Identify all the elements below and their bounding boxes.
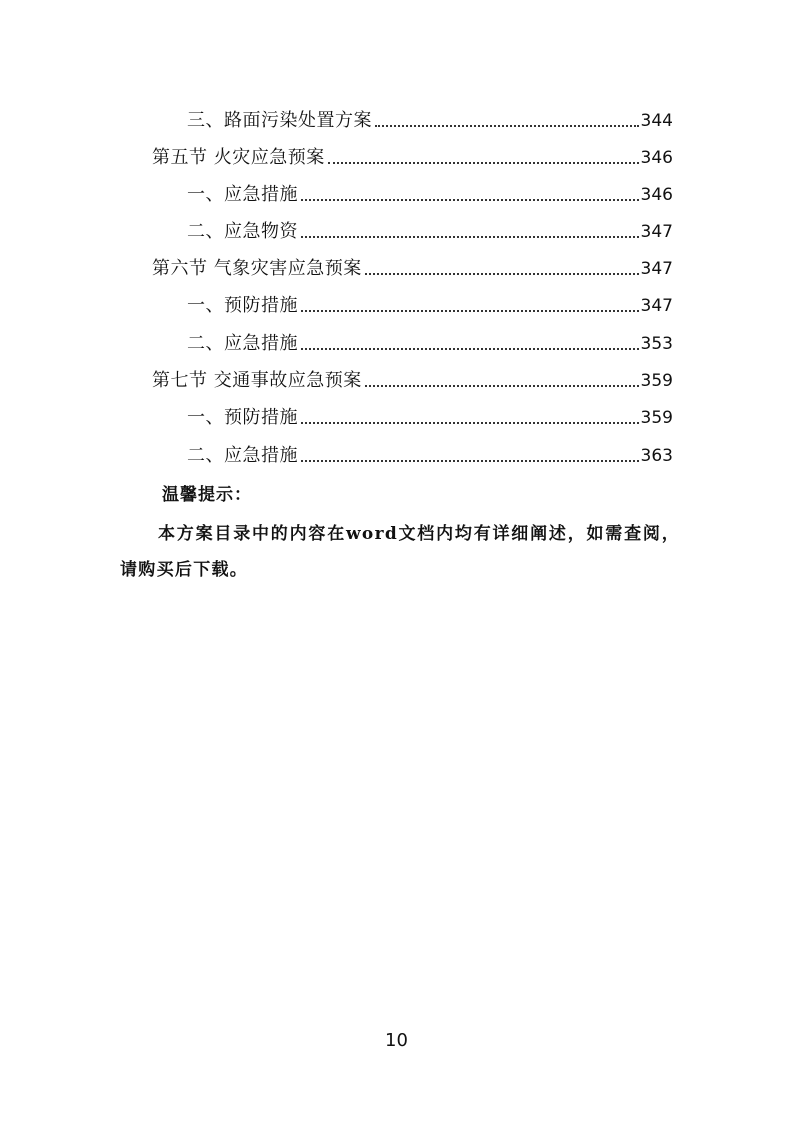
toc-entry[interactable]: [187, 217, 673, 243]
toc-entry-page: 353: [640, 334, 673, 354]
toc-entry-label: 第七节 交通事故应急预案: [152, 370, 362, 391]
toc-entry[interactable]: [187, 291, 673, 317]
tip-body: 本方案目录中的内容在word文档内均有详细阐述，如需查阅，请购买后下载。: [120, 524, 680, 580]
toc-leader-dots: [375, 124, 639, 127]
toc-entry-page: 344: [640, 111, 673, 131]
toc-entry-page: 347: [640, 296, 673, 316]
toc-entry-page: 359: [640, 408, 673, 428]
toc-entry-page: 347: [640, 259, 673, 279]
toc-leader-dots: [301, 235, 639, 238]
toc-entry-label: 二、应急物资: [187, 221, 298, 242]
toc-leader-dots: [301, 309, 639, 312]
toc-entry-label: 第五节 火灾应急预案: [152, 147, 325, 168]
toc-leader-dots: [365, 272, 639, 275]
toc-leader-dots: [301, 347, 639, 350]
toc-entry-page: 346: [640, 185, 673, 205]
toc-leader-dots: [365, 384, 639, 387]
toc-leader-dots: [301, 198, 639, 201]
toc-entry[interactable]: [187, 180, 673, 206]
toc-entry-label: 第六节 气象灾害应急预案: [152, 258, 362, 279]
toc-entry[interactable]: [187, 329, 673, 355]
page-number: 10: [385, 1030, 408, 1051]
toc-leader-dots: [301, 459, 639, 462]
toc-leader-dots: [301, 421, 639, 424]
toc-entry[interactable]: [187, 403, 673, 429]
toc-entry[interactable]: [152, 254, 673, 280]
toc-entry-label: 二、应急措施: [187, 445, 298, 466]
toc-entry-label: 一、预防措施: [187, 407, 298, 428]
toc-leader-dots: [328, 161, 639, 164]
toc-entry-page: 359: [640, 371, 673, 391]
toc-entry-label: 二、应急措施: [187, 333, 298, 354]
toc-entry[interactable]: [187, 441, 673, 467]
toc-entry[interactable]: [152, 366, 673, 392]
toc-entry-page: 363: [640, 446, 673, 466]
toc-entry-label: 一、应急措施: [187, 184, 298, 205]
toc-entry-label: 三、路面污染处置方案: [187, 110, 372, 131]
toc-entry-label: 一、预防措施: [187, 295, 298, 316]
toc-entry[interactable]: [187, 106, 673, 132]
tip-title: 温馨提示：: [162, 485, 252, 505]
toc-entry-page: 346: [640, 148, 673, 168]
toc-entry[interactable]: [152, 143, 673, 169]
toc-entry-page: 347: [640, 222, 673, 242]
